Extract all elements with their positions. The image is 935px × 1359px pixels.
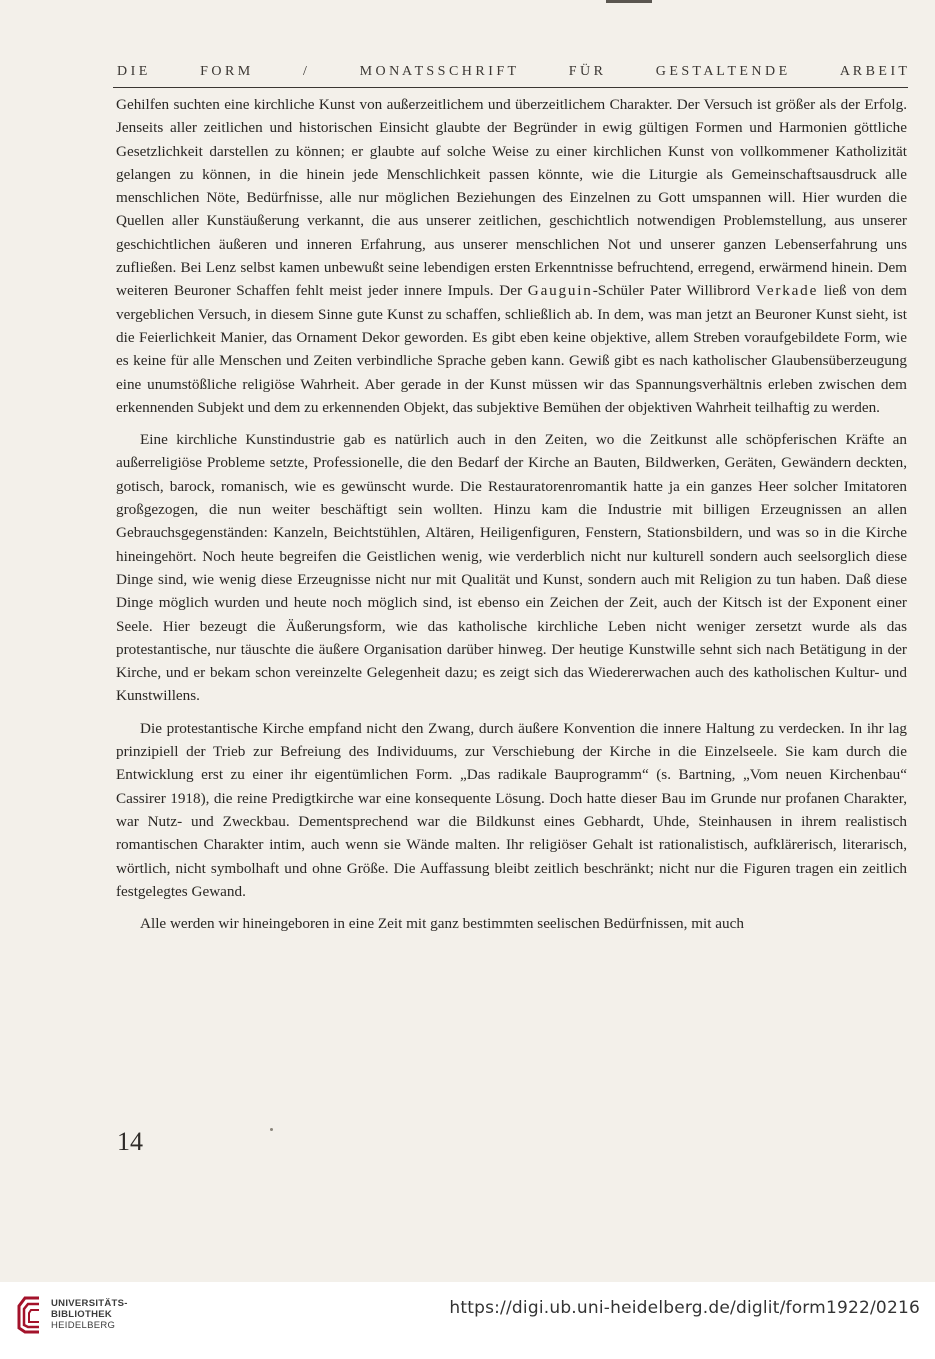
header-rule [113,87,908,88]
running-title-word: F Ü R [568,64,603,79]
article-body [116,93,907,935]
library-name-line: UNIVERSITÄTS- [51,1297,128,1309]
text-run: Die protestantische Kirche empfand nicht den Zwang, durch äußere Konvention die innere Haltung zu verdecken. In ihr lag prinzipiell der Trieb zur Befreiung des Individuums, zur Verschiebung der Kirche in die Einzelseele. Sie kam durch die Entwicklung erst zu einer ihr eigentümlichen Form. „Das radikale Bauprogramm“ (s. Bartning, „Vom neuen Kirchenbau“ Cassirer 1918), die reine Predigtkirche war eine konsequente Lösung. Doch hatte dieser Bau im Grunde nur profanen Charakter, war Nutz- und Zweckbau. Dementsprechend war die Bildkunst eines Gebhardt, Uhde, Steinhausen in ihrem realistisch romantischen Charakter intim, auch wenn sie Wände malten. Ihr religiöser Gehalt ist rationalistisch, aufklärerisch, literarisch, wörtlich, nicht symbolhaft und ohne Größe. Die Auffassung bleibt zeitlich beschränkt; nicht nur die Figuren tragen ein zeitlich festgelegtes Gewand. [116,719,907,900]
permalink-url[interactable]: https://digi.ub.uni-heidelberg.de/diglit/form1922/0216 [449,1298,920,1318]
library-footer [0,1282,935,1359]
paragraph [116,428,907,708]
page-number: 14 [117,1127,143,1156]
running-title-word: A R B E I T [839,64,907,79]
running-title-word: D I E [117,64,148,79]
library-logo[interactable] [13,1294,128,1334]
running-title-word: G E S T A L T E N D E [655,64,788,79]
text-run: Eine kirchliche Kunstindustrie gab es natürlich auch in den Zeiten, wo die Zeitkunst alle schöpferischen Kräfte an außerreligiöse Probleme setzte, Professionelle, die den Bedarf der Kirche an Bauten, Bildwerken, Geräten, Gewändern deckten, gotisch, barock, romanisch, wie es gewünscht wurde. Die Restauratorenromantik hatte ja ein ganzes Heer solcher Imitatoren großgezogen, die nun weiter beschäftigt sein wollten. Hinzu kam die Industrie mit billigen Erzeugnissen an allen Gebrauchsgegenständen: Kanzeln, Beichtstühlen, Altären, Heiligenfiguren, Fenstern, Stationsbildern, und was so in die Kirche hineingehört. Noch heute begreifen die Geistlichen wenig, wie verderblich nicht nur kulturell sondern auch seelsorglich diese Dinge sind, wie wenig diese Erzeugnisse nicht nur mit Qualität und Kunst, sondern auch mit Religion zu tun haben. Daß diese Dinge möglich wurden und heute noch möglich sind, ist ebenso ein Zeichen der Zeit, auch der Kitsch ist der Exponent einer Seele. Hier bezeugt die Äußerungsform, wie das katholische kirchliche Leben nicht weniger zersetzt wurde als das protestantische, nur täuschte die äußere Organisation darüber hinweg. Der heutige Kunstwille sehnt sich nach Betätigung in der Kirche, und er bekam schon vereinzelte Gelegenheit dazu; es zeigt sich das Wiedererwachen auch des katholischen Kultur- und Kunstwillens. [116,431,907,705]
paragraph [116,912,907,935]
text-run: Gehilfen suchten eine kirchliche Kunst von außerzeitlichem und überzeitlichem Charakter. Der Versuch ist größer als der Erfolg. Jenseits aller zeitlichen und historischen Einsicht glaubte der Begründer in ewig gültigen Formen und Harmonien göttliche Gesetzlichkeit darstellen zu können; er glaubte auf solche Weise zu einer kirchlichen Kunst von vollkommener Katholizität gelangen zu können, in die hinein jede Menschlichkeit passen könnte, wie die Liturgie als Gemeinschaftsausdruck alle menschlichen Nöte, Bedürfnisse, alle nur möglichen Beziehungen des Einzelnen zu Gott umspannen will. Hier wurden die Quellen aller Kunstäußerung verkannt, die aus unserer zeitlichen, geschichtlich notwendigen Problemstellung, aus unserer geschichtlichen äußeren und inneren Erfahrung, aus unserer menschlichen Not und unserer ganzen Lebenserfahrung uns zufließen. Bei Lenz selbst kamen unbewußt seine lebendigen ersten Erkenntnisse befruchtend, erregend, erwärmend hinein. Dem weiteren Beuroner Schaffen fehlt meist jeder innere Impuls. Der [116,96,907,300]
paper-speck [270,1128,273,1131]
running-title-word: F O R M [200,64,251,79]
text-run: Alle werden wir hineingeboren in eine Zeit mit ganz bestimmten seelischen Bedürfnissen, mit auch [140,915,744,933]
scan-edge-mark [606,0,652,3]
running-title [117,64,907,80]
emphasized-name: Verkade [755,282,819,300]
emphasized-name: Gauguin [527,282,593,300]
library-name-line: HEIDELBERG [51,1319,116,1331]
library-name [51,1298,128,1331]
paragraph [116,93,907,419]
running-title-word: M O N A T S S C H R I F T [359,64,516,79]
library-name-line: BIBLIOTHEK [51,1308,113,1320]
text-run: ließ von dem vergeblichen Versuch, in diesem Sinne gute Kunst zu schaffen, schließlich ab. In dem, was man jetzt an Beuroner Kunst sieht, ist die Feierlichkeit Manier, das Ornament Dekor geworden. Es gibt eben keine objektive, allem Streben voraufgebildete Form, wie es keine für alle Menschen und Zeiten verbindliche Sprache geben kann. Gewiß gibt es nach katholischer Glaubensüberzeugung eine unumstößliche religiöse Wahrheit. Aber gerade in der Kunst müssen wir das Spannungsverhältnis erleben zwischen dem erkennenden Subjekt und dem zu erkennenden Objekt, das subjektive Bemühen der objektiven Wahrheit teilhaftig zu werden. [116,282,908,416]
text-run: -Schüler Pater Willibrord [592,282,756,300]
running-title-word: / [302,64,307,79]
paragraph [116,717,907,903]
library-logo-icon [13,1294,45,1334]
